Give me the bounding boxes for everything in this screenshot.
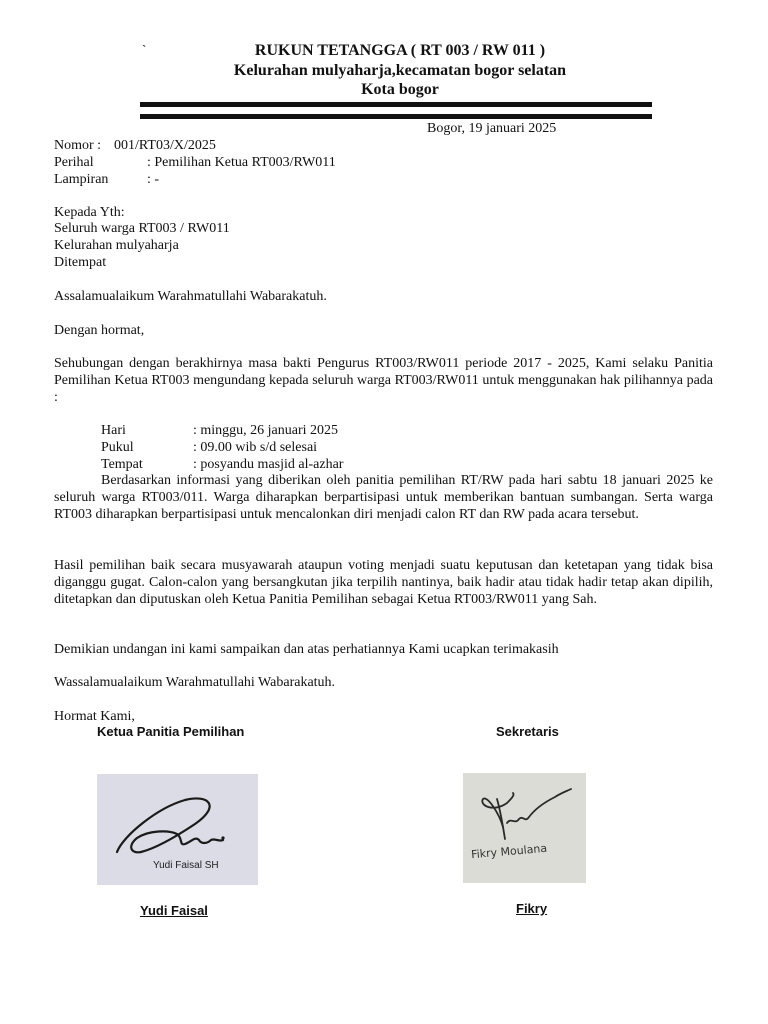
opening: Dengan hormat,	[54, 323, 145, 338]
schedule-label: Hari	[101, 423, 126, 438]
schedule-value: : minggu, 26 januari 2025	[193, 423, 339, 438]
paragraph-information: Berdasarkan informasi yang diberikan oleh panitia pemilihan RT/RW pada hari sabtu 18 januari 2025 ke seluruh warga RT003/011. Warga diharapkan berpartisipasi untuk memberikan bantuan sumbangan. Serta warga RT003 diharapkan berpartisipasi untuk mencalonkan diri menjadi calon RT dan RW pada acara tersebut.	[54, 473, 713, 522]
recipient-line: Kelurahan mulyaharja	[54, 238, 179, 253]
letterhead-rule-thin	[140, 114, 652, 119]
regards: Hormat Kami,	[54, 709, 135, 724]
right-signature-caption: Fikry Moulana	[470, 841, 548, 862]
schedule-label: Tempat	[101, 457, 143, 472]
letterhead-city: Kota bogor	[361, 81, 439, 98]
recipient-line: Seluruh warga RT003 / RW011	[54, 221, 230, 236]
left-signature-image	[97, 774, 258, 885]
right-signer-name: Fikry	[516, 901, 548, 916]
nomor-label: Nomor :	[54, 138, 102, 153]
left-signer-role: Ketua Panitia Pemilihan	[97, 724, 245, 739]
letterhead-title: RUKUN TETANGGA ( RT 003 / RW 011 )	[254, 42, 546, 59]
recipient-line: Kepada Yth:	[54, 205, 125, 220]
paragraph-invitation: Sehubungan dengan berakhirnya masa bakti Pengurus RT003/RW011 periode 2017 - 2025, Kami selaku Panitia Pemilihan Ketua RT003 mengundang kepada seluruh warga RT003/RW011 untuk menggunakan hak pilihannya pada :	[54, 356, 713, 405]
perihal-label: Perihal	[54, 155, 94, 170]
recipient-line: Ditempat	[54, 255, 107, 270]
right-signature-image	[463, 773, 586, 883]
signature-right-scribble	[463, 773, 586, 883]
schedule-label: Pukul	[101, 440, 134, 455]
lampiran-label: Lampiran	[54, 172, 109, 187]
lampiran-value: : -	[147, 172, 160, 187]
left-signature-caption: Yudi Faisal SH	[153, 860, 219, 871]
closing-thanks: Demikian undangan ini kami sampaikan dan atas perhatiannya Kami ucapkan terimakasih	[54, 642, 559, 657]
stray-mark: `	[142, 42, 147, 57]
letter-date: Bogor, 19 januari 2025	[427, 121, 557, 136]
schedule-value: : posyandu masjid al-azhar	[193, 457, 344, 472]
greeting: Assalamualaikum Warahmatullahi Wabarakatuh.	[54, 289, 327, 304]
schedule-value: : 09.00 wib s/d selesai	[193, 440, 318, 455]
paragraph-result: Hasil pemilihan baik secara musyawarah ataupun voting menjadi suatu keputusan dan ketetapan yang tidak bisa diganggu gugat. Calon-calon yang bersangkutan jika terpilih nantinya, baik hadir atau tidak hadir tetap akan dipilih, ditetapkan dan diputuskan oleh Ketua Panitia Pemilihan sebagai Ketua RT003/RW011 yang Sah.	[54, 558, 713, 607]
letterhead-rule-thick	[140, 102, 652, 107]
perihal-value: : Pemilihan Ketua RT003/RW011	[147, 155, 336, 170]
closing-salutation: Wassalamualaikum Warahmatullahi Wabarakatuh.	[54, 675, 336, 690]
letterhead-subtitle: Kelurahan mulyaharja,kecamatan bogor selatan	[233, 62, 567, 79]
right-signer-role: Sekretaris	[496, 724, 559, 739]
nomor-value: 001/RT03/X/2025	[114, 138, 216, 153]
left-signer-name: Yudi Faisal	[140, 903, 208, 918]
